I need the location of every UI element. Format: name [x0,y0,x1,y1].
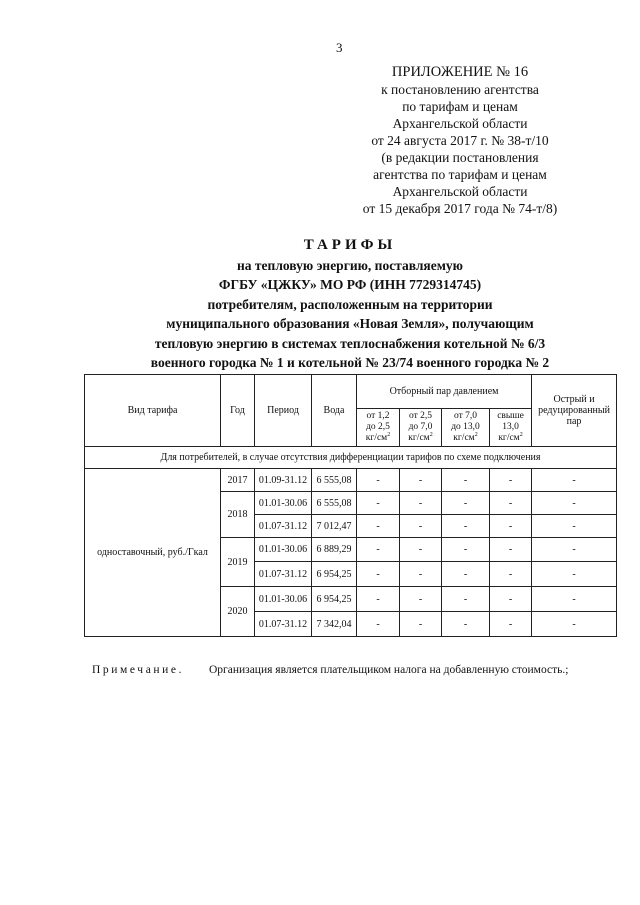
appendix-line: (в редакции постановления [381,150,539,165]
value-cell: - [490,469,532,492]
water-cell: 6 954,25 [312,562,357,587]
title-line: потребителям, расположенным на территории [207,296,493,312]
appendix-block [340,64,580,217]
appendix-line: агентства по тарифам и ценам [373,167,547,182]
value-cell: - [532,492,617,515]
value-cell: - [357,515,400,538]
note-label: Примечание. [92,664,185,676]
title-block [80,236,620,373]
value-cell: - [490,562,532,587]
header-year: Год [221,375,255,447]
value-cell: - [490,587,532,612]
tariff-type-cell: одноставочный, руб./Гкал [85,469,221,637]
value-cell: - [442,612,490,637]
period-cell: 01.07-31.12 [255,612,312,637]
value-cell: - [400,492,442,515]
year-cell: 2018 [221,492,255,538]
title-line: ФГБУ «ЦЖКУ» МО РФ (ИНН 7729314745) [218,277,482,292]
period-cell: 01.09-31.12 [255,469,312,492]
water-cell: 7 342,04 [312,612,357,637]
value-cell: - [490,538,532,562]
header-period: Период [255,375,312,447]
value-cell: - [442,469,490,492]
year-cell: 2019 [221,538,255,587]
period-cell: 01.07-31.12 [255,562,312,587]
title-line: военного городка № 1 и котельной № 23/74 военного городка № 2 [150,355,550,370]
value-cell: - [357,587,400,612]
water-cell: 6 889,29 [312,538,357,562]
title-line: муниципального образования «Новая Земля», получающим [166,316,534,331]
value-cell: - [532,538,617,562]
appendix-title: ПРИЛОЖЕНИЕ № 16 [391,64,529,80]
value-cell: - [357,469,400,492]
water-cell: 6 555,08 [312,469,357,492]
value-cell: - [400,562,442,587]
value-cell: - [490,612,532,637]
value-cell: - [442,492,490,515]
value-cell: - [400,538,442,562]
value-cell: - [357,538,400,562]
value-cell: - [442,538,490,562]
value-cell: - [400,515,442,538]
water-cell: 6 954,25 [312,587,357,612]
appendix-line: от 24 августа 2017 г. № 38-т/10 [371,133,549,148]
water-cell: 7 012,47 [312,515,357,538]
value-cell: - [532,562,617,587]
value-cell: - [357,562,400,587]
note-text: Организация является плательщиком налога на добавленную стоимость.; [208,664,569,676]
value-cell: - [442,515,490,538]
value-cell: - [532,587,617,612]
value-cell: - [442,562,490,587]
appendix-line: Архангельской области [392,116,528,131]
value-cell: - [400,612,442,637]
table-row [85,469,617,492]
value-cell: - [400,469,442,492]
value-cell: - [442,587,490,612]
value-cell: - [490,515,532,538]
header-sharp-steam: Острый и редуцированный пар [532,375,617,447]
appendix-line: по тарифам и ценам [402,99,518,114]
header-selected-steam: Отборный пар давлением [357,375,532,409]
header-tariff-type: Вид тарифа [85,375,221,447]
page-number: 3 [336,40,343,55]
period-cell: 01.01-30.06 [255,587,312,612]
value-cell: - [357,492,400,515]
tariff-table [84,374,617,637]
note [92,664,622,676]
value-cell: - [490,492,532,515]
title-line: тепловую энергию в системах теплоснабжения котельной № 6/3 [154,335,546,351]
period-cell: 01.01-30.06 [255,492,312,515]
water-cell: 6 555,08 [312,492,357,515]
header-pressure-4: свыше 13,0 $кг/см^2$ [490,409,532,447]
appendix-line: Архангельской области [392,184,528,199]
header-pressure-1: от 1,2 до 2,5 $кг/см^2$ [357,409,400,447]
period-cell: 01.07-31.12 [255,515,312,538]
header-water: Вода [312,375,357,447]
title-line: на тепловую энергию, поставляемую [237,257,463,273]
value-cell: - [357,612,400,637]
value-cell: - [400,587,442,612]
section-row: Для потребителей, в случае отсутствия дифференциации тарифов по схеме подключения [85,447,617,469]
value-cell: - [532,612,617,637]
year-cell: 2017 [221,469,255,492]
period-cell: 01.01-30.06 [255,538,312,562]
header-pressure-2: от 2,5 до 7,0 $кг/см^2$ [400,409,442,447]
header-pressure-3: от 7,0 до 13,0 $кг/см^2$ [442,409,490,447]
document-title: ТАРИФЫ [303,237,397,253]
appendix-line: к постановлению агентства [381,82,539,97]
year-cell: 2020 [221,587,255,637]
value-cell: - [532,515,617,538]
value-cell: - [532,469,617,492]
appendix-line: от 15 декабря 2017 года № 74-т/8) [362,201,558,216]
